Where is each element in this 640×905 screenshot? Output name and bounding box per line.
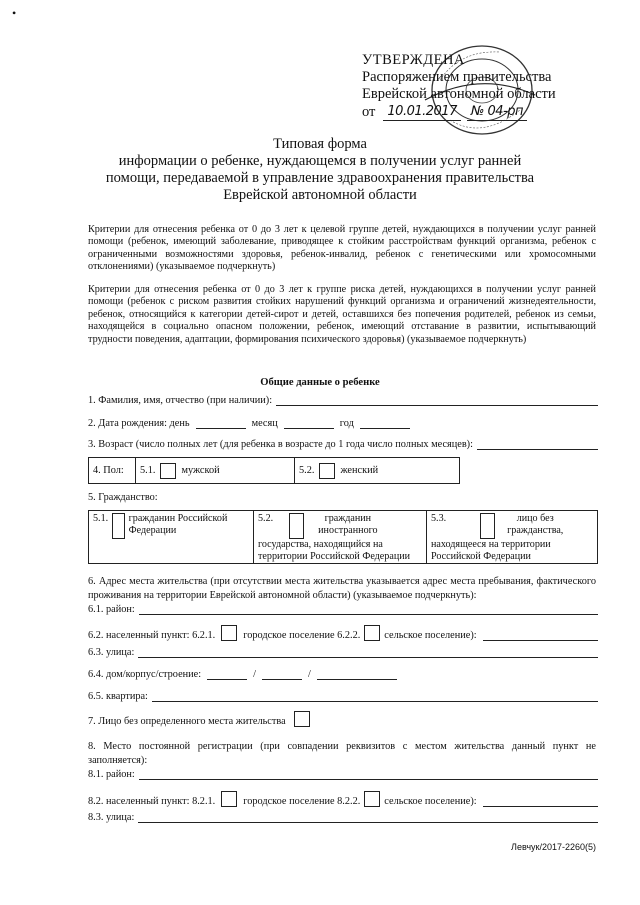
gender-label-text: 4. Пол:	[93, 465, 124, 476]
slash-1: /	[253, 669, 256, 680]
field-registration-address: 8. Место постоянной регистрации (при совпадении реквизитов с местом жительства данный пункт не заполняется):	[88, 741, 596, 766]
citizenship-foreign-num: 5.2.	[258, 513, 274, 524]
citizenship-rf-checkbox[interactable]	[112, 513, 125, 539]
criteria-target-group: Критерии для отнесения ребенка от 0 до 3 лет к целевой группе детей, нуждающихся в получении услуг ранней помощи (ребенок, имеющий заболевание, приводящее к стойким расстройствам функций организма, ребенок с ограниченными возможностями здоровья, ребенок-инвалид, ребенок с генетическими или хромосомными отклонениями) (указываемое подчеркнуть)	[88, 224, 596, 273]
residence-urban-checkbox[interactable]	[221, 625, 237, 641]
field-residence-street	[88, 646, 598, 658]
title-line-3: помощи, передаваемой в управление здравоохранения правительства	[105, 170, 535, 186]
homeless-checkbox[interactable]	[294, 711, 310, 727]
full-name-input[interactable]	[276, 394, 598, 406]
residence-house-label: 6.4. дом/корпус/строение:	[88, 669, 202, 680]
form-title	[0, 136, 640, 204]
gender-female-cell	[295, 458, 459, 483]
birth-month-input[interactable]	[284, 417, 334, 429]
birth-year-label: год	[339, 418, 354, 429]
field-age	[88, 438, 598, 450]
approval-line-2: Распоряжением правительства	[362, 69, 552, 85]
title-line-4: Еврейской автономной области	[223, 187, 417, 203]
gender-male-num: 5.1.	[140, 465, 156, 476]
registration-urban-checkbox[interactable]	[221, 791, 237, 807]
citizenship-stateless-checkbox[interactable]	[480, 513, 495, 539]
corner-mark: •	[12, 6, 17, 20]
registration-rural-label: сельское поселение):	[384, 796, 477, 807]
approval-line-1: УТВЕРЖДЕНА	[362, 52, 465, 68]
residence-building-input[interactable]	[262, 668, 302, 680]
citizenship-label: 5. Гражданство:	[88, 492, 158, 503]
approval-date-line	[362, 103, 556, 121]
residence-street-label: 6.3. улица:	[88, 647, 135, 658]
registration-locality-label: 8.2. населенный пункт: 8.2.1.	[88, 796, 216, 807]
residence-locality-input[interactable]	[483, 629, 598, 641]
registration-urban-label: городское поселение 8.2.2.	[243, 796, 361, 807]
age-input[interactable]	[477, 438, 598, 450]
citizenship-stateless-text-b: гражданства,	[507, 524, 564, 536]
residence-rural-label: сельское поселение):	[384, 630, 477, 641]
field-residence-apartment	[88, 690, 598, 702]
registration-district-label: 8.1. район:	[88, 769, 135, 780]
citizenship-table	[88, 510, 598, 564]
approval-line-3: Еврейской автономной области	[362, 86, 556, 102]
birth-month-label: месяц	[251, 418, 278, 429]
field-residence-house	[88, 668, 598, 680]
gender-male-cell	[136, 458, 295, 483]
approval-date-prefix: от	[362, 104, 376, 120]
citizenship-foreign-checkbox[interactable]	[289, 513, 304, 539]
residence-district-label: 6.1. район:	[88, 604, 135, 615]
document-footer-code: Левчук/2017-2260(5)	[511, 842, 596, 852]
gender-female-text: женский	[340, 465, 379, 476]
field-full-name-label: 1. Фамилия, имя, отчество (при наличии):	[88, 395, 273, 406]
field-homeless	[88, 711, 598, 727]
field-citizenship	[88, 492, 598, 503]
field-residence-locality	[88, 625, 598, 641]
citizenship-stateless-num: 5.3.	[431, 513, 447, 524]
field-registration-locality	[88, 791, 598, 807]
registration-locality-input[interactable]	[483, 795, 598, 807]
citizenship-foreign-cell	[254, 511, 427, 563]
gender-female-num: 5.2.	[299, 465, 315, 476]
approval-block	[362, 52, 556, 121]
residence-apartment-input[interactable]	[152, 690, 598, 702]
gender-male-text: мужской	[181, 465, 220, 476]
citizenship-foreign-text-b: иностранного	[318, 524, 378, 536]
field-residence-address: 6. Адрес места жительства (при отсутствии места жительства указывается адрес места пребывания, фактического проживания на территории Еврейской автономной области) (указываемое подчеркнуть):	[88, 576, 596, 601]
field-residence-district	[88, 603, 598, 615]
title-line-1: Типовая форма	[273, 136, 367, 152]
citizenship-rf-num: 5.1.	[93, 513, 109, 524]
approval-number-value: № 04-рп	[467, 103, 527, 121]
residence-apartment-label: 6.5. квартира:	[88, 691, 148, 702]
homeless-label: 7. Лицо без определенного места жительства	[88, 716, 286, 727]
approval-date-value: 10.01.2017	[383, 103, 460, 121]
citizenship-stateless-text-a: лицо без	[516, 513, 554, 524]
birth-day-label: 2. Дата рождения: день	[88, 418, 190, 429]
section-title: Общие данные о ребенке	[260, 377, 380, 388]
residence-street-input[interactable]	[138, 646, 598, 658]
title-line-2: информации о ребенке, нуждающемся в получении услуг ранней	[118, 153, 522, 169]
registration-district-input[interactable]	[139, 768, 598, 780]
residence-rural-checkbox[interactable]	[364, 625, 380, 641]
citizenship-foreign-text-a: гражданин	[324, 513, 372, 524]
residence-urban-label: городское поселение 6.2.2.	[243, 630, 361, 641]
citizenship-stateless-cell	[427, 511, 597, 563]
gender-female-checkbox[interactable]	[319, 463, 335, 479]
criteria-risk-group: Критерии для отнесения ребенка от 0 до 3 лет к группе риска детей, нуждающихся в получении услуг ранней помощи (ребенок с риском развития стойких нарушений функций организма и ограничений жизнедеятельности, ребенок, относящийся к категории детей-сирот и детей, оставшихся без попечения родителей, ребенок из семьи, находящейся в социально опасном положении, ребенок, имеющий отставание в развитии, испытывающий трудности поведения, адаптации, формирования психического здоровья) (указываемое подчеркнуть)	[88, 284, 596, 345]
gender-male-checkbox[interactable]	[160, 463, 176, 479]
slash-2: /	[307, 669, 311, 680]
birth-year-input[interactable]	[360, 417, 410, 429]
registration-rural-checkbox[interactable]	[364, 791, 380, 807]
citizenship-foreign-text-c: государства, находящийся на территории Российской Федерации	[258, 539, 411, 562]
gender-label	[89, 458, 136, 483]
citizenship-rf-text: гражданин Российской Федерации	[128, 513, 228, 536]
residence-locality-label: 6.2. населенный пункт: 6.2.1.	[88, 630, 216, 641]
registration-street-input[interactable]	[138, 811, 598, 823]
field-registration-street	[88, 811, 598, 823]
citizenship-stateless-text-c: находящееся на территории Российской Федерации	[431, 539, 551, 562]
residence-house-input[interactable]	[207, 668, 247, 680]
birth-day-input[interactable]	[196, 417, 246, 429]
field-full-name	[88, 394, 598, 406]
field-age-label: 3. Возраст (число полных лет (для ребенка в возрасте до 1 года число полных месяцев):	[88, 439, 473, 450]
field-registration-district	[88, 768, 598, 780]
registration-street-label: 8.3. улица:	[88, 812, 135, 823]
field-birth-date	[88, 417, 598, 429]
residence-district-input[interactable]	[139, 603, 598, 615]
citizenship-rf-cell	[89, 511, 254, 563]
residence-structure-input[interactable]	[317, 668, 397, 680]
gender-table	[88, 457, 460, 484]
